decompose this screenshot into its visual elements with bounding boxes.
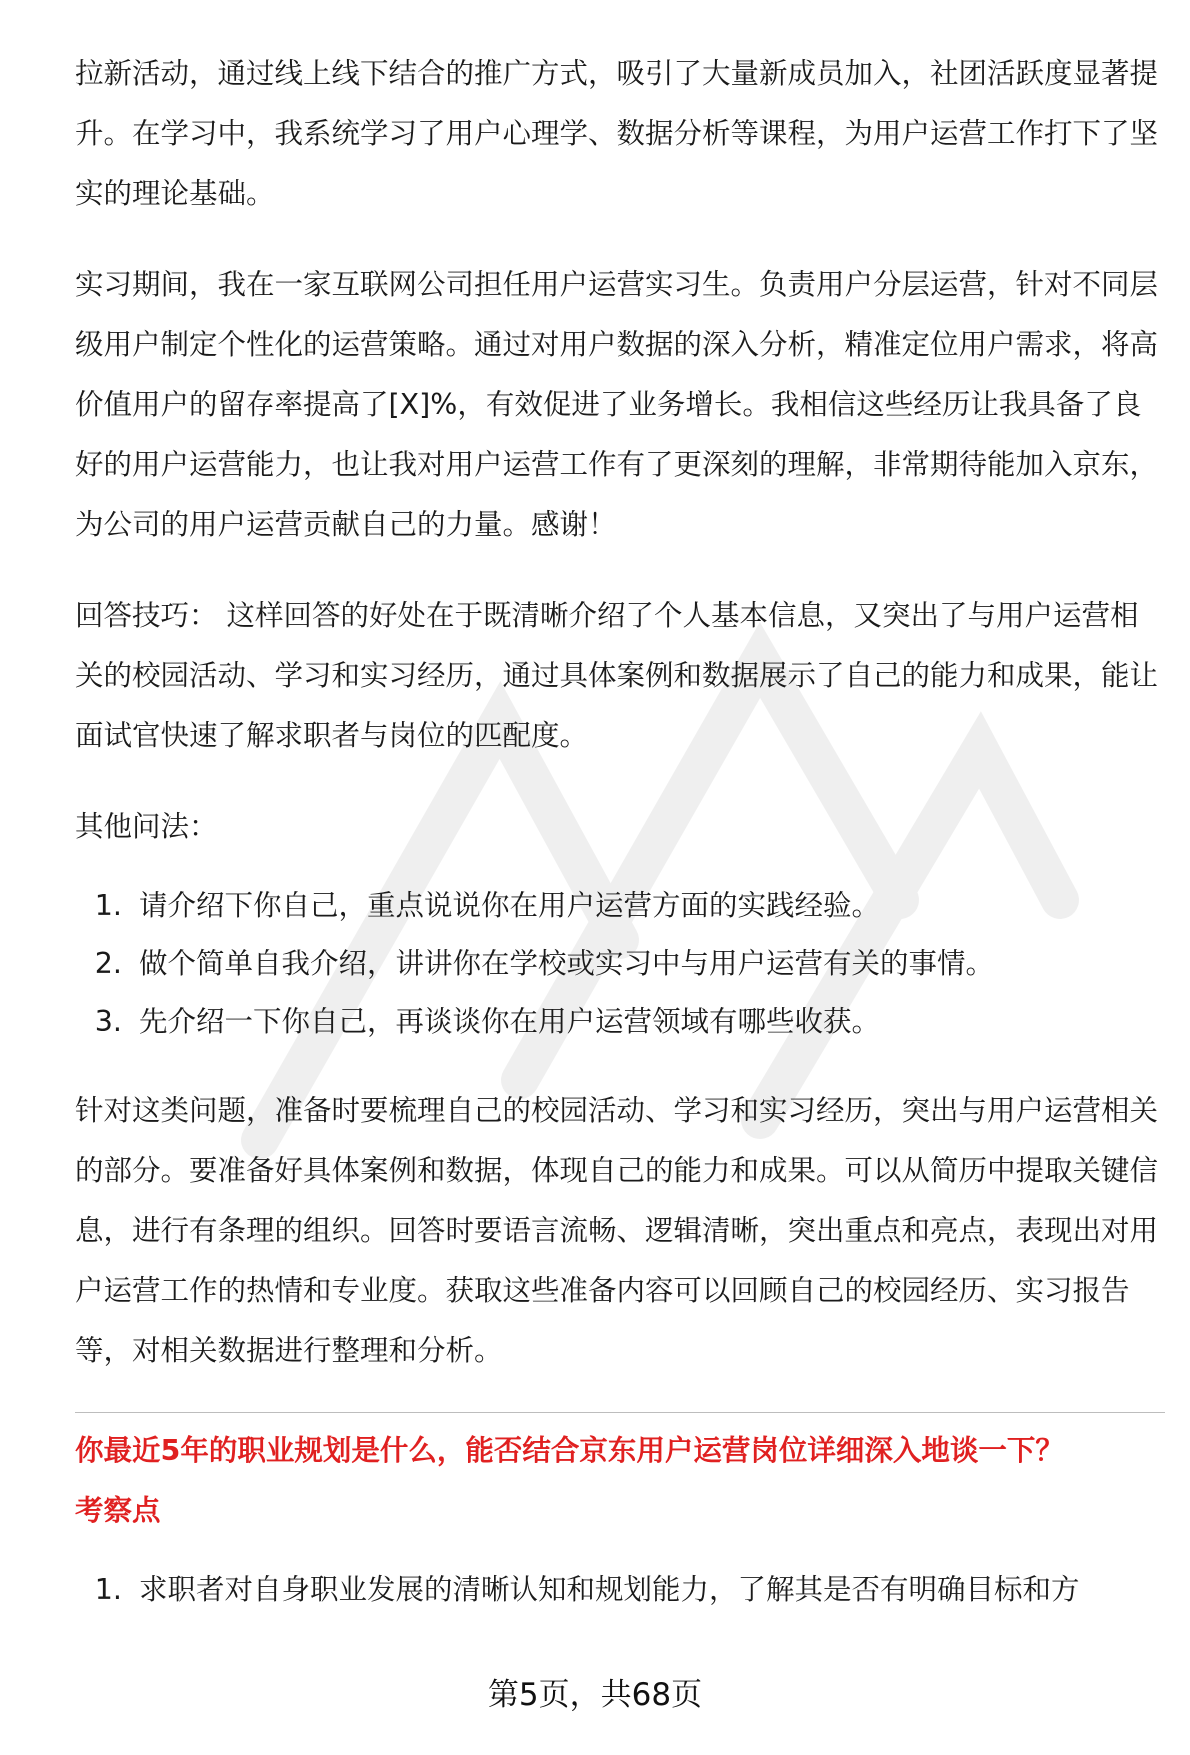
paragraph-internship: 实习期间，我在一家互联网公司担任用户运营实习生。负责用户分层运营，针对不同层级用户制定个性化的运营策略。通过对用户数据的深入分析，精准定位用户需求，将高价值用户的留存率提高了[X]%，有效促进了业务增长。我相信这些经历让我具备了良好的用户运营能力，也让我对用户运营工作有了更深刻的理解，非常期待能加入京东，为公司的用户运营贡献自己的力量。感谢！	[75, 268, 1159, 541]
paragraph-answer-tips: 回答技巧： 这样回答的好处在于既清晰介绍了个人基本信息，又突出了与用户运营相关的校园活动、学习和实习经历，通过具体案例和数据展示了自己的能力和成果，能让面试官快速了解求职者与岗位的匹配度。	[75, 599, 1159, 752]
list-item: 1. 请介绍下你自己，重点说说你在用户运营方面的实践经验。	[131, 877, 1165, 935]
list-item: 2. 做个简单自我介绍，讲讲你在学校或实习中与用户运营有关的事情。	[131, 935, 1165, 993]
question-title: 你最近5年的职业规划是什么，能否结合京东用户运营岗位详细深入地谈一下？	[75, 1434, 1064, 1467]
section-divider	[75, 1412, 1165, 1413]
other-questions-heading: 其他问法：	[75, 810, 218, 843]
other-questions-list	[75, 877, 1165, 1051]
assessment-points-list	[75, 1561, 1165, 1619]
assessment-points-heading: 考察点	[75, 1494, 161, 1527]
paragraph-preparation: 针对这类问题，准备时要梳理自己的校园活动、学习和实习经历，突出与用户运营相关的部分。要准备好具体案例和数据，体现自己的能力和成果。可以从简历中提取关键信息，进行有条理的组织。回答时要语言流畅、逻辑清晰，突出重点和亮点，表现出对用户运营工作的热情和专业度。获取这些准备内容可以回顾自己的校园经历、实习报告等，对相关数据进行整理和分析。	[75, 1094, 1159, 1367]
list-item: 3. 先介绍一下你自己，再谈谈你在用户运营领域有哪些收获。	[131, 993, 1165, 1051]
paragraph-intro-continued: 拉新活动，通过线上线下结合的推广方式，吸引了大量新成员加入，社团活跃度显著提升。在学习中，我系统学习了用户心理学、数据分析等课程，为用户运营工作打下了坚实的理论基础。	[75, 57, 1159, 210]
page-number: 第5页，共68页	[487, 1677, 703, 1713]
list-item: 1. 求职者对自身职业发展的清晰认知和规划能力，了解其是否有明确目标和方	[131, 1561, 1165, 1619]
content-area	[75, 44, 1165, 1639]
